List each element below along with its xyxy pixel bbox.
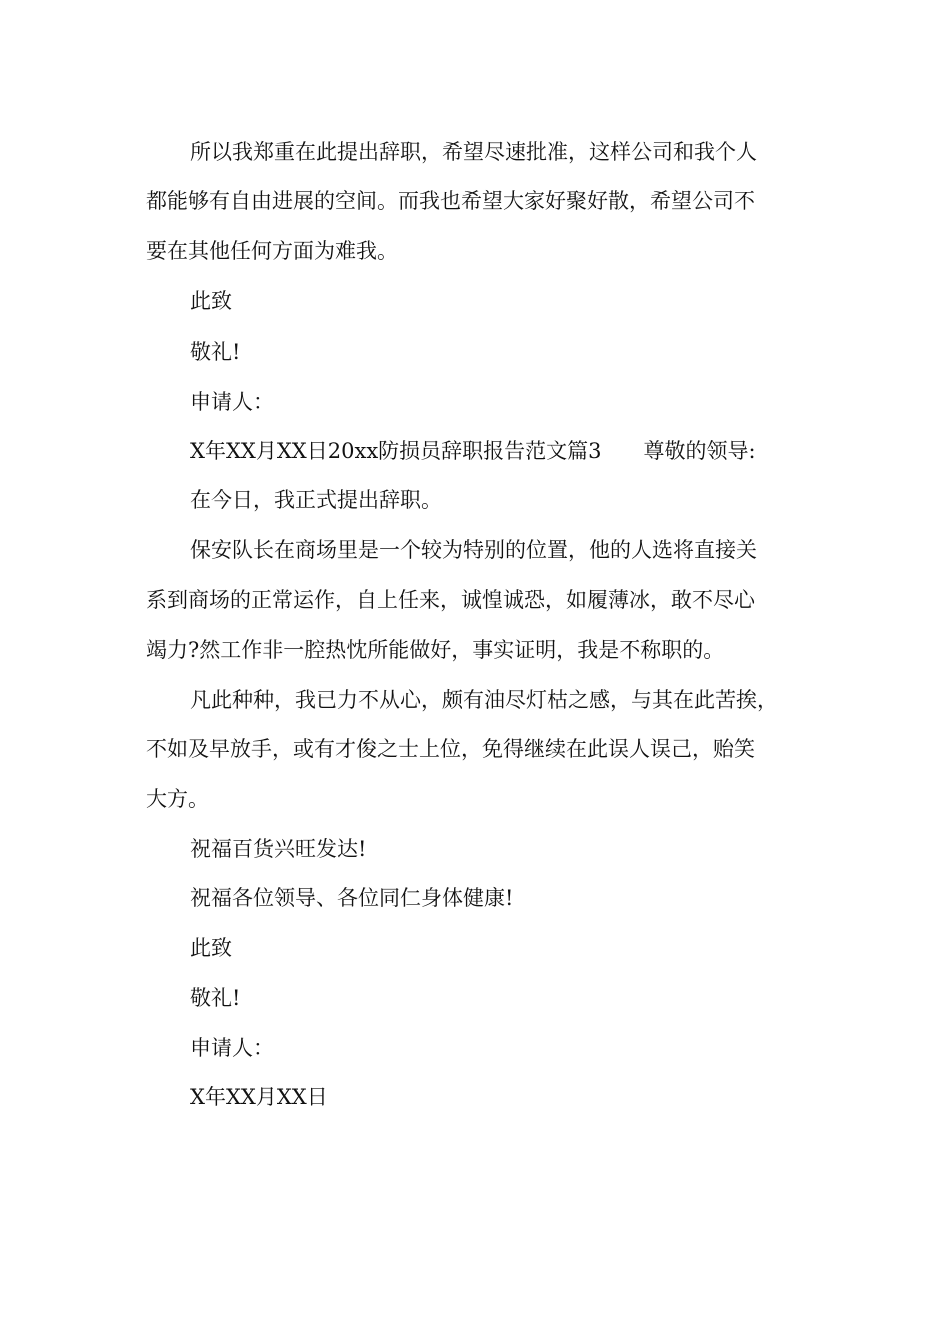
paragraph-line: 要在其他任何方面为难我。 [146, 239, 398, 263]
paragraph-line: 都能够有自由进展的空间。而我也希望大家好聚好散，希望公司不 [146, 189, 755, 213]
date-heading-line: X年XX月XX日20xx防损员辞职报告范文篇3 尊敬的领导: [190, 439, 756, 463]
date-line: X年XX月XX日 [190, 1085, 328, 1109]
paragraph-line: 系到商场的正常运作，自上任来，诚惶诚恐，如履薄冰，敢不尽心 [146, 588, 755, 612]
paragraph-line: 凡此种种，我已力不从心，颇有油尽灯枯之感，与其在此苦挨， [190, 688, 778, 712]
paragraph-line: 所以我郑重在此提出辞职，希望尽速批准，这样公司和我个人 [190, 140, 757, 164]
paragraph-line: 保安队长在商场里是一个较为特别的位置，他的人选将直接关 [190, 538, 757, 562]
salutation-line: 敬礼! [190, 340, 241, 364]
signature-label: 申请人： [190, 1036, 274, 1060]
signature-label: 申请人： [190, 390, 274, 414]
paragraph-line: 在今日，我正式提出辞职。 [190, 488, 442, 512]
closing-line: 此致 [190, 936, 232, 960]
closing-line: 此致 [190, 289, 232, 313]
paragraph-line: 祝福各位领导、各位同仁身体健康! [190, 886, 514, 910]
paragraph-line: 不如及早放手，或有才俊之士上位，免得继续在此误人误己，贻笑 [146, 737, 755, 761]
salutation-line: 敬礼! [190, 986, 241, 1010]
paragraph-line: 大方。 [146, 787, 209, 811]
paragraph-line: 竭力?然工作非一腔热忱所能做好，事实证明，我是不称职的。 [146, 638, 725, 662]
paragraph-line: 祝福百货兴旺发达! [190, 837, 367, 861]
